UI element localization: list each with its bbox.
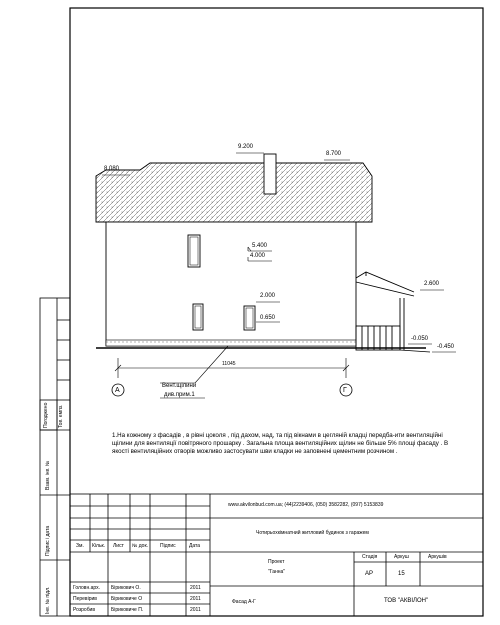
facade-wall: [106, 222, 356, 346]
elev-floor2: 4.000: [250, 253, 266, 259]
callout-line2: див.прим.1: [164, 392, 195, 398]
tb-project-label: Проект: [268, 559, 285, 565]
callout-line1: Вент.щілини: [162, 383, 197, 389]
tb-header-0: Зм.: [76, 543, 84, 549]
plinth: [106, 340, 356, 346]
tb-header-5: Дата: [189, 543, 201, 549]
tb-name-1: Біриковиче О: [111, 596, 143, 602]
elev-ground-far: -0.450: [437, 344, 455, 350]
note-text: 1.На кожному з фасадів , в рівні цоколя , під дахом, над, та під вікнами в цегляній кладці передба-ити вентиляційні щілини для вентиляції повітряного прошарку . Загальна площа вентиляційних щілин не більше 5% площі фасаду . В якості вентиляційних отворів можливо застосувати шви кладки не заповнені цементним розчином .: [112, 432, 449, 455]
elev-ridge: 9.200: [238, 144, 254, 150]
tb-sheets-label: Аркушів: [428, 554, 447, 560]
strip-ref-no: Інв. № підл.: [45, 586, 51, 614]
left-strip-lines: [40, 298, 70, 616]
tb-sheet-value: 15: [398, 571, 405, 577]
tb-name-2: Біриковиче П.: [111, 607, 144, 613]
tb-role-0: Головн.арх.: [73, 585, 100, 591]
tb-header-3: № док.: [132, 543, 149, 549]
tb-role-1: Перевірив: [73, 596, 97, 602]
tb-company: ТОВ "АКВІЛОН": [384, 598, 429, 604]
tb-title: Чотирьохкімнатний житловий будинок з гаражем: [256, 530, 369, 536]
window-lower-right: [244, 306, 255, 330]
tb-date-2: 2011: [190, 607, 201, 613]
tb-project-name: "Ганна": [268, 569, 286, 575]
callout-leader: [160, 346, 228, 383]
elev-canopy: 2.600: [424, 281, 440, 287]
tb-stage-label: Стадія: [362, 554, 378, 560]
strip-replace-inv: Взам. інв. №: [45, 460, 51, 490]
tb-role-2: Розробив: [73, 607, 96, 613]
strip-sign-date: Підпис і дата: [45, 525, 51, 556]
tb-header-4: Підпис: [160, 543, 176, 549]
roof: [96, 163, 372, 222]
tb-sheet-name: Фасад А-Г: [232, 599, 256, 605]
elev-window-low-top: 2.000: [260, 293, 276, 299]
tb-header-2: Лист: [113, 543, 124, 549]
elev-window-top: 5.400: [252, 243, 268, 249]
tb-website: www.akvilonbud.com.ua; (44)2239406, (050) 3582282, (097) 5153839: [228, 502, 384, 508]
axis-g-label: Г: [343, 387, 347, 394]
strip-approved: Погоджено: [43, 402, 49, 428]
elev-roof-left: 8.080: [104, 166, 120, 172]
tb-header-1: Кільк.: [92, 543, 106, 549]
chimney: [264, 154, 276, 194]
tb-name-0: Бірикович О.: [111, 585, 141, 591]
elev-window-low-bottom: 0.650: [260, 315, 276, 321]
elev-ground-right: -0.050: [411, 336, 429, 342]
elev-roof-right: 8.700: [326, 151, 342, 157]
dimension-total: 11045: [222, 361, 236, 367]
canopy: [356, 272, 414, 350]
tb-sheet-label: Аркуш: [394, 554, 409, 560]
window-lower-left: [193, 304, 203, 330]
strip-col-tov: Тов. емпз.: [58, 404, 64, 428]
tb-date-0: 2011: [190, 585, 201, 591]
tb-date-1: 2011: [190, 596, 201, 602]
axis-a-label: А: [115, 387, 120, 394]
tb-stage-value: АР: [365, 571, 374, 577]
